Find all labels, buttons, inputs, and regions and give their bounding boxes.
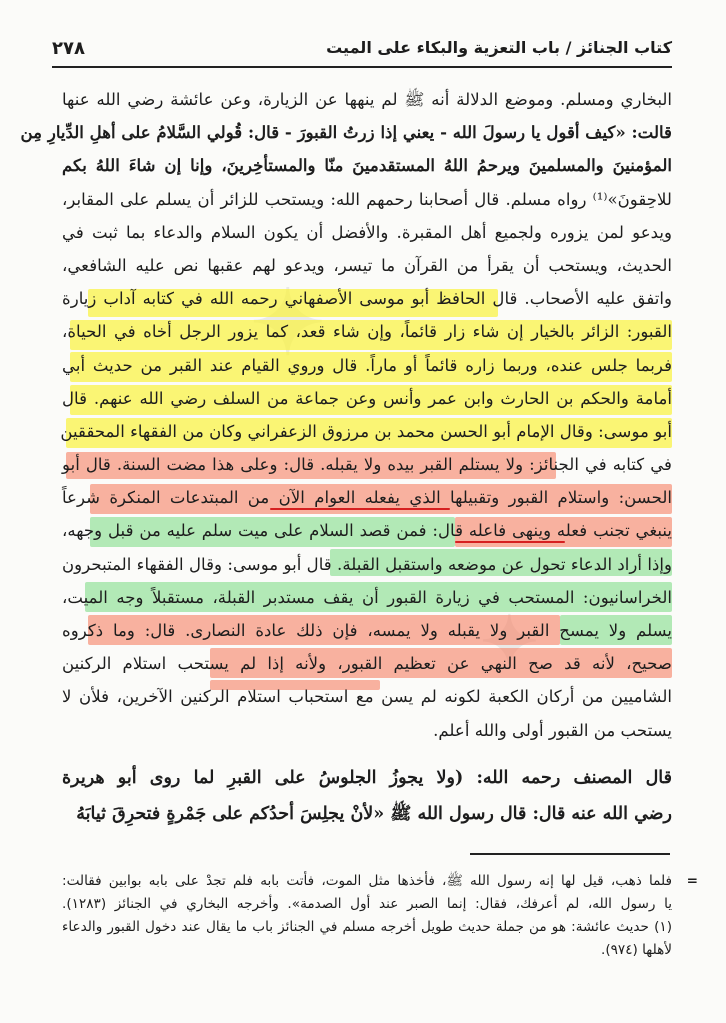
- text-line: المؤمنينَ والمسلمينَ ويرحمُ اللهُ المستقدمينَ منّا والمستأخِرينَ، وإنا إن شاءَ اللهُ بكم: [62, 155, 672, 176]
- text-line: للاحِقونَ»⁽¹⁾ رواه مسلم. قال أصحابنا رحمهم الله: ويستحب للزائر أن يسلم على المقابر،: [62, 189, 672, 209]
- text-line: يستحب من القبور أولى والله أعلم.: [433, 720, 672, 740]
- author-line: رضي الله عنه قال: قال رسول الله ﷺ «لأنْ يجلِسَ أحدُكم على جَمْرةٍ فتحرِقَ ثيابَهُ: [76, 804, 672, 824]
- text-line: الشاميين من أركان الكعبة لكونه لم يسن مع استحباب استلام الركنين الآخرين، فلأن لا: [62, 687, 672, 707]
- text-line: في كتابه في الجنائز: ولا يستلم القبر بيده ولا يقبله. قال: وعلى هذا مضت السنة. قال أبو: [62, 455, 672, 475]
- text-line: فربما جلس عنده، وربما زاره قائماً أو ماراً. قال وروي القيام عند القبر من حديث أبي: [62, 355, 672, 375]
- text-line: أمامة والحكم بن الحارث وابن عمر وأنس وعن جماعة من السلف رضي الله عنهم. قال: [62, 388, 672, 408]
- text-line: وإذا أراد الدعاء تحول عن موضعه واستقبل القبلة. قال أبو موسى: وقال الفقهاء المتبحرون: [62, 554, 672, 574]
- text-line: ويدعو لمن يزوره ولجميع أهل المقبرة. والأفضل أن يكون السلام والدعاء بما ثبت في: [62, 222, 672, 242]
- main-text: [20, 83, 672, 747]
- footnote-line: [62, 870, 698, 893]
- footnote-line: لأهلها (٩٧٤).: [601, 942, 672, 958]
- footnote-text: فلما ذهب، قيل لها إنه رسول الله ﷺ، فأخذها مثل الموت، فأتت بابه فلم تجدْ على بابه بوابين فقالت:: [62, 873, 672, 889]
- text-line: يسلم ولا يمسح القبر ولا يقبله ولا يمسه، فإن ذلك عادة النصارى. قال: وما ذكروه: [62, 621, 672, 640]
- text-line: ينبغي تجنب فعله وينهى فاعله قال: فمن قصد السلام على ميت سلم عليه من قبل وجهه،: [62, 521, 672, 541]
- text-line: واتفق عليه الأصحاب. قال الحافظ أبو موسى الأصفهاني رحمه الله في كتابه آداب زيارة: [62, 289, 672, 309]
- page-header: [52, 36, 672, 68]
- red-underline: [270, 508, 450, 510]
- running-title: كتاب الجنائز / باب التعزية والبكاء على الميت: [326, 38, 672, 57]
- footnote-line: (١) حديث عائشة: هو من جملة حديث طويل أخرجه مسلم في الجنائز باب ما يقال عند دخول القبور والدعاء: [62, 919, 672, 935]
- footnote-separator: [470, 853, 670, 855]
- footnotes: [62, 870, 698, 962]
- text-line: أبو موسى: وقال الإمام أبو الحسن محمد بن مرزوق الزعفراني وكان من الفقهاء المحققين: [60, 421, 672, 441]
- text-line: الحسن: واستلام القبور وتقبيلها الذي يفعله العوام الآن من المبتدعات المنكرة شرعاً: [62, 488, 672, 508]
- text-line: قالت: «كيف أقول يا رسولَ الله - يعني إذا زرتُ القبورَ - قال: قُولي السَّلامُ على أهلِ الدِّيارِ مِن: [20, 122, 672, 143]
- red-underline: [455, 541, 565, 543]
- text-line: القبور: الزائر بالخيار إن شاء زار قائماً، وإن شاء قعد، كما يزور الرجل أخاه في الحياة،: [62, 322, 672, 342]
- page-number: ٢٧٨: [52, 38, 85, 59]
- text-line: الخراسانيون: المستحب في زيارة القبور أن يقف مستدبر القبلة، مستقبلاً وجه الميت،: [62, 587, 672, 607]
- author-statement: [62, 760, 672, 832]
- continuation-mark: =: [686, 873, 698, 889]
- text-line: البخاري ومسلم. وموضع الدلالة أنه ﷺ لم ينهها عن الزيارة، وعن عائشة رضي الله عنها: [62, 90, 672, 109]
- author-line: قال المصنف رحمه الله: (ولا يجوزُ الجلوسُ على القبرِ لما روى أبو هريرة: [62, 768, 672, 788]
- footnote-line: يا رسول الله، لم أعرفك، فقال: إنما الصبر عند أول الصدمة». وأخرجه البخاري في الجنائز (١٢٨٣).: [62, 896, 672, 912]
- text-line: صحيح، لأنه قد صح النهي عن تعظيم القبور، ولأنه إذا لم يستحب استلام الركنين: [62, 654, 672, 674]
- text-line: الحديث، ويستحب أن يقرأ من القرآن ما تيسر، ويدعو لهم عقبها نص عليه الشافعي،: [62, 255, 672, 275]
